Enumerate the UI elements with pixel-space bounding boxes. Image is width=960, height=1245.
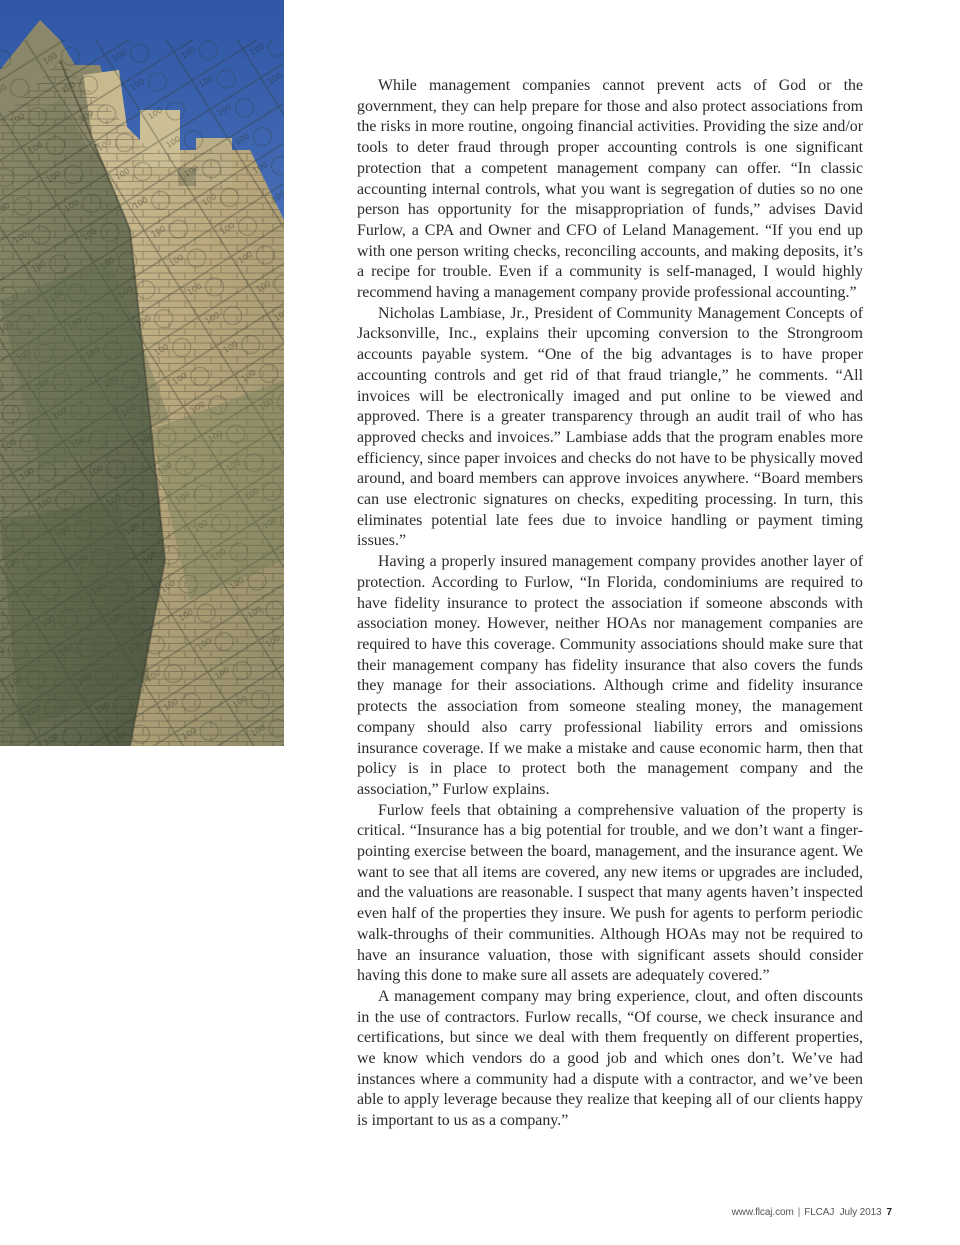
- footer-issue: July 2013: [839, 1207, 882, 1218]
- article-paragraph: Having a properly insured management company provides another layer of protection. According to Furlow, “In Florida, condominiums are required to have fidelity insurance to protect the association if someone absconds with association money. However, neither HOAs nor management companies are required to have this coverage. Community associations should make sure that their management company has fidelity insurance that also covers the funds they manage for their associations. Although crime and fidelity insurance protects the association from someone stealing money, the management company should also carry professional liability errors and omissions insurance coverage. If we make a mistake and cause economic harm, then that policy is in place to protect both the management company and the association,” Furlow explains.: [357, 553, 863, 798]
- page-number: 7: [886, 1207, 892, 1218]
- castle-money-photo: [0, 0, 284, 746]
- page-footer: [732, 1207, 892, 1218]
- article-paragraph: A management company may bring experience, clout, and often discounts in the use of contractors. Furlow recalls, “Of course, we check insurance and certifications, but since we deal with them frequently on different properties, we know which vendors do a good job and which ones don’t. We’ve had instances where a community had a dispute with a contractor, and we’ve been able to apply leverage because they realize that keeping all of our clients happy is important to us as a company.”: [357, 987, 863, 1130]
- article-body: [357, 76, 863, 1132]
- footer-website: www.flcaj.com: [731, 1207, 794, 1218]
- article-paragraph: Furlow feels that obtaining a comprehensive valuation of the property is critical. “Insurance has a big potential for trouble, and we don’t want a finger-pointing exercise between the board, management, and the insurance agent. We want to see that all items are covered, any new items or upgrades are included, and the valuations are reasonable. I suspect that many agents haven’t inspected even half of the properties they insure. We push for agents to perform periodic walk-throughs of their communities. Although HOAs may not be required to have an insurance valuation, those with significant assets should consider having this done to make sure all assets are adequately covered.”: [357, 801, 863, 985]
- article-paragraph: While management companies cannot prevent acts of God or the government, they can help prepare for those and also protect associations from the risks in more routine, ongoing financial activities. Providing the size and/or tools to deter fraud through proper accounting controls is one significant protection that a competent management company can offer. “In classic accounting internal controls, what you want is segregation of duties so no one person has opportunity for the misappropriation of funds,” advises David Furlow, a CPA and Owner and CFO of Leland Management. “If you end up with one person writing checks, reconciling accounts, and making deposits, it’s a recipe for trouble. Even if a community is self-managed, I would highly recommend having a management company provide professional accounting.”: [357, 77, 863, 302]
- footer-separator: |: [797, 1207, 801, 1218]
- castle-tower-illustration: [0, 0, 284, 746]
- footer-publication: FLCAJ: [804, 1207, 835, 1218]
- article-paragraph: Nicholas Lambiase, Jr., President of Community Management Concepts of Jacksonville, Inc., explains their upcoming conversion to the Strongroom accounts payable system. “One of the big advantages is to have proper accounting controls and get rid of that fraud triangle,” he comments. “All invoices will be electronically imaged and put online to be viewed and approved. There is a greater transparency through an audit trail of who has approved checks and invoices.” Lambiase adds that the program enables more efficiency, since paper invoices and checks do not have to be physically moved around, and board members can approve invoices anywhere. “Board members can use electronic signatures on checks, expediting processing. In turn, this eliminates potential late fees due to invoice handling or payment timing issues.”: [357, 304, 863, 550]
